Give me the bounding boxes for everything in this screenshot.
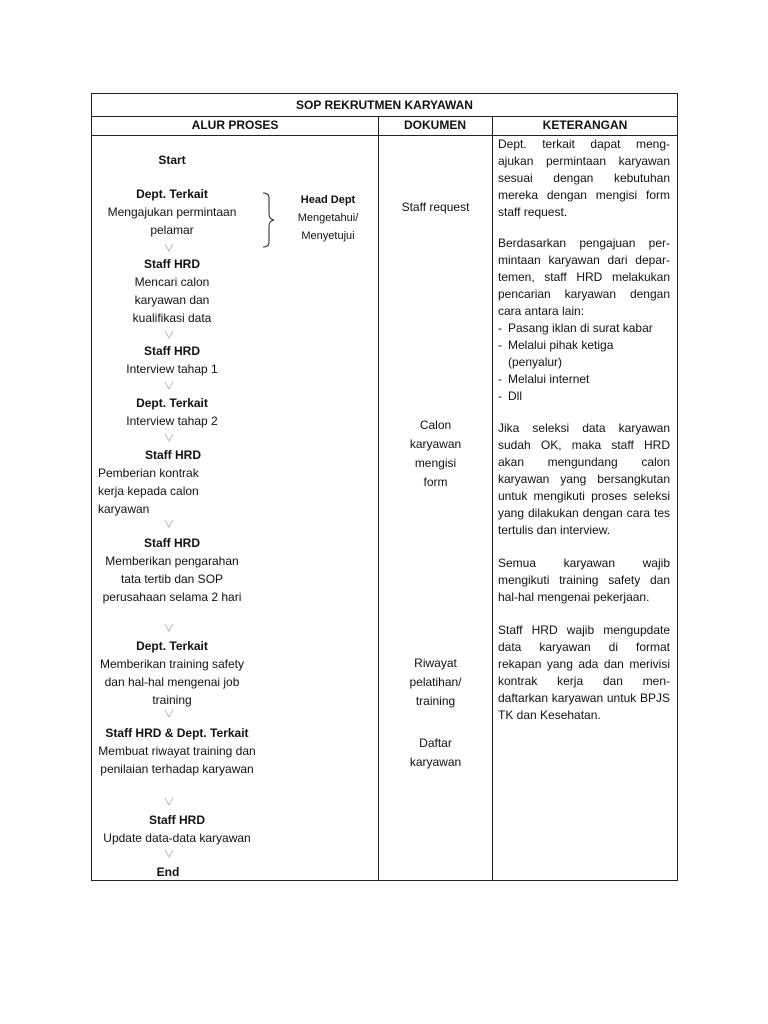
- step-actor: Staff HRD: [144, 257, 200, 271]
- approval-text-2: Menyetujui: [301, 230, 355, 242]
- down-arrow-icon: [164, 849, 174, 858]
- note-5: [498, 622, 670, 724]
- doc-calon-karyawan: Calon karyawan mengisi form: [409, 418, 462, 489]
- flow-end: End: [156, 865, 180, 879]
- doc-daftar-karyawan: Daftar karyawan: [409, 736, 462, 769]
- doc-staff-request: Staff request: [401, 200, 470, 214]
- flow-step-3: [92, 343, 252, 378]
- note-text: Jika seleksi data karyawan sudah OK, maka staff HRD akan mengundang calon karyawan yang bersangkutan untuk mengikuti proses seleksi yang dilakukan dengan cara tes tertulis dan interview.: [498, 421, 670, 537]
- step-actor: Staff HRD: [149, 813, 205, 827]
- list-item: - Dll: [498, 388, 670, 405]
- step-text: Interview tahap 1: [126, 362, 218, 376]
- note-4: [498, 555, 670, 606]
- down-arrow-icon: [164, 797, 174, 806]
- approval-actor: Head Dept: [300, 194, 356, 206]
- note-list: [498, 320, 670, 405]
- down-arrow-icon: [164, 709, 174, 718]
- list-item: - Pasang iklan di surat kabar: [498, 320, 670, 337]
- doc-riwayat-pelatihan: Riwayat pelatihan/ training: [409, 656, 462, 708]
- step-text: Mengajukan permintaan pelamar: [107, 205, 237, 237]
- flow-step-9: [92, 812, 262, 847]
- step-text: Update data-data karyawan: [103, 831, 251, 845]
- step-actor: Staff HRD: [145, 448, 201, 462]
- step-text: Membuat riwayat training dan penilaian terhadap karyawan: [98, 744, 256, 776]
- flow-step-2: [92, 256, 252, 327]
- step-text: Memberikan pengarahan tata tertib dan SOP perusahaan selama 2 hari: [102, 554, 242, 604]
- flow-step-8: [92, 725, 262, 778]
- note-text: Dept. terkait dapat meng- ajukan permintaan karyawan sesuai dengan kebutuhan mereka dengan mengisi form staff request.: [498, 137, 670, 219]
- down-arrow-icon: [164, 330, 174, 339]
- down-arrow-icon: [164, 243, 174, 252]
- down-arrow-icon: [164, 519, 174, 528]
- down-arrow-icon: [164, 433, 174, 442]
- flow-step-4: [92, 395, 252, 430]
- step-text: Interview tahap 2: [126, 414, 218, 428]
- flow-step-6: [92, 535, 252, 606]
- col-header-alur: ALUR PROSES: [191, 118, 279, 132]
- note-2: [498, 235, 670, 405]
- note-1: [498, 136, 670, 221]
- step-actor: Dept. Terkait: [136, 639, 208, 653]
- sop-table: [91, 93, 678, 881]
- flow-step-7: [92, 638, 252, 709]
- note-text: Semua karyawan wajib mengikuti training safety dan hal-hal mengenai pekerjaan.: [498, 556, 670, 604]
- step-actor: Dept. Terkait: [136, 396, 208, 410]
- table-title: SOP REKRUTMEN KARYAWAN: [296, 98, 473, 112]
- flow-step-5: [98, 447, 238, 518]
- bracket-icon: [262, 192, 276, 248]
- step-text: Mencari calon karyawan dan kualifikasi data: [132, 275, 212, 325]
- step-actor: Staff HRD: [144, 344, 200, 358]
- column-divider-2: [492, 116, 493, 880]
- note-3: [498, 420, 670, 539]
- note-text: Berdasarkan pengajuan per- mintaan karyawan dari depar- temen, staff HRD melakukan pencarian karyawan dengan cara antara lain:: [498, 236, 670, 318]
- col-header-dokumen: DOKUMEN: [404, 118, 466, 132]
- approval-block: [288, 191, 368, 245]
- list-item: - Melalui internet: [498, 371, 670, 388]
- down-arrow-icon: [164, 381, 174, 390]
- step-actor: Dept. Terkait: [136, 187, 208, 201]
- list-item: - Melalui pihak ketiga (penyalur): [498, 337, 670, 371]
- step-text: Memberikan training safety dan hal-hal mengenai job training: [99, 657, 245, 707]
- col-header-keterangan: KETERANGAN: [542, 118, 628, 132]
- note-text: Staff HRD wajib mengupdate data karyawan di format rekapan yang ada dan merivisi kontrak kerja dan men- daftarkan karyawan untuk BPJS TK dan Kesehatan.: [498, 623, 670, 722]
- step-actor: Staff HRD & Dept. Terkait: [105, 726, 249, 740]
- step-actor: Staff HRD: [144, 536, 200, 550]
- flow-step-1: [92, 186, 252, 239]
- flow-start: Start: [158, 153, 186, 167]
- approval-text-1: Mengetahui/: [297, 212, 359, 224]
- down-arrow-icon: [164, 623, 174, 632]
- step-text: Pemberian kontrak kerja kepada calon karyawan: [98, 466, 199, 516]
